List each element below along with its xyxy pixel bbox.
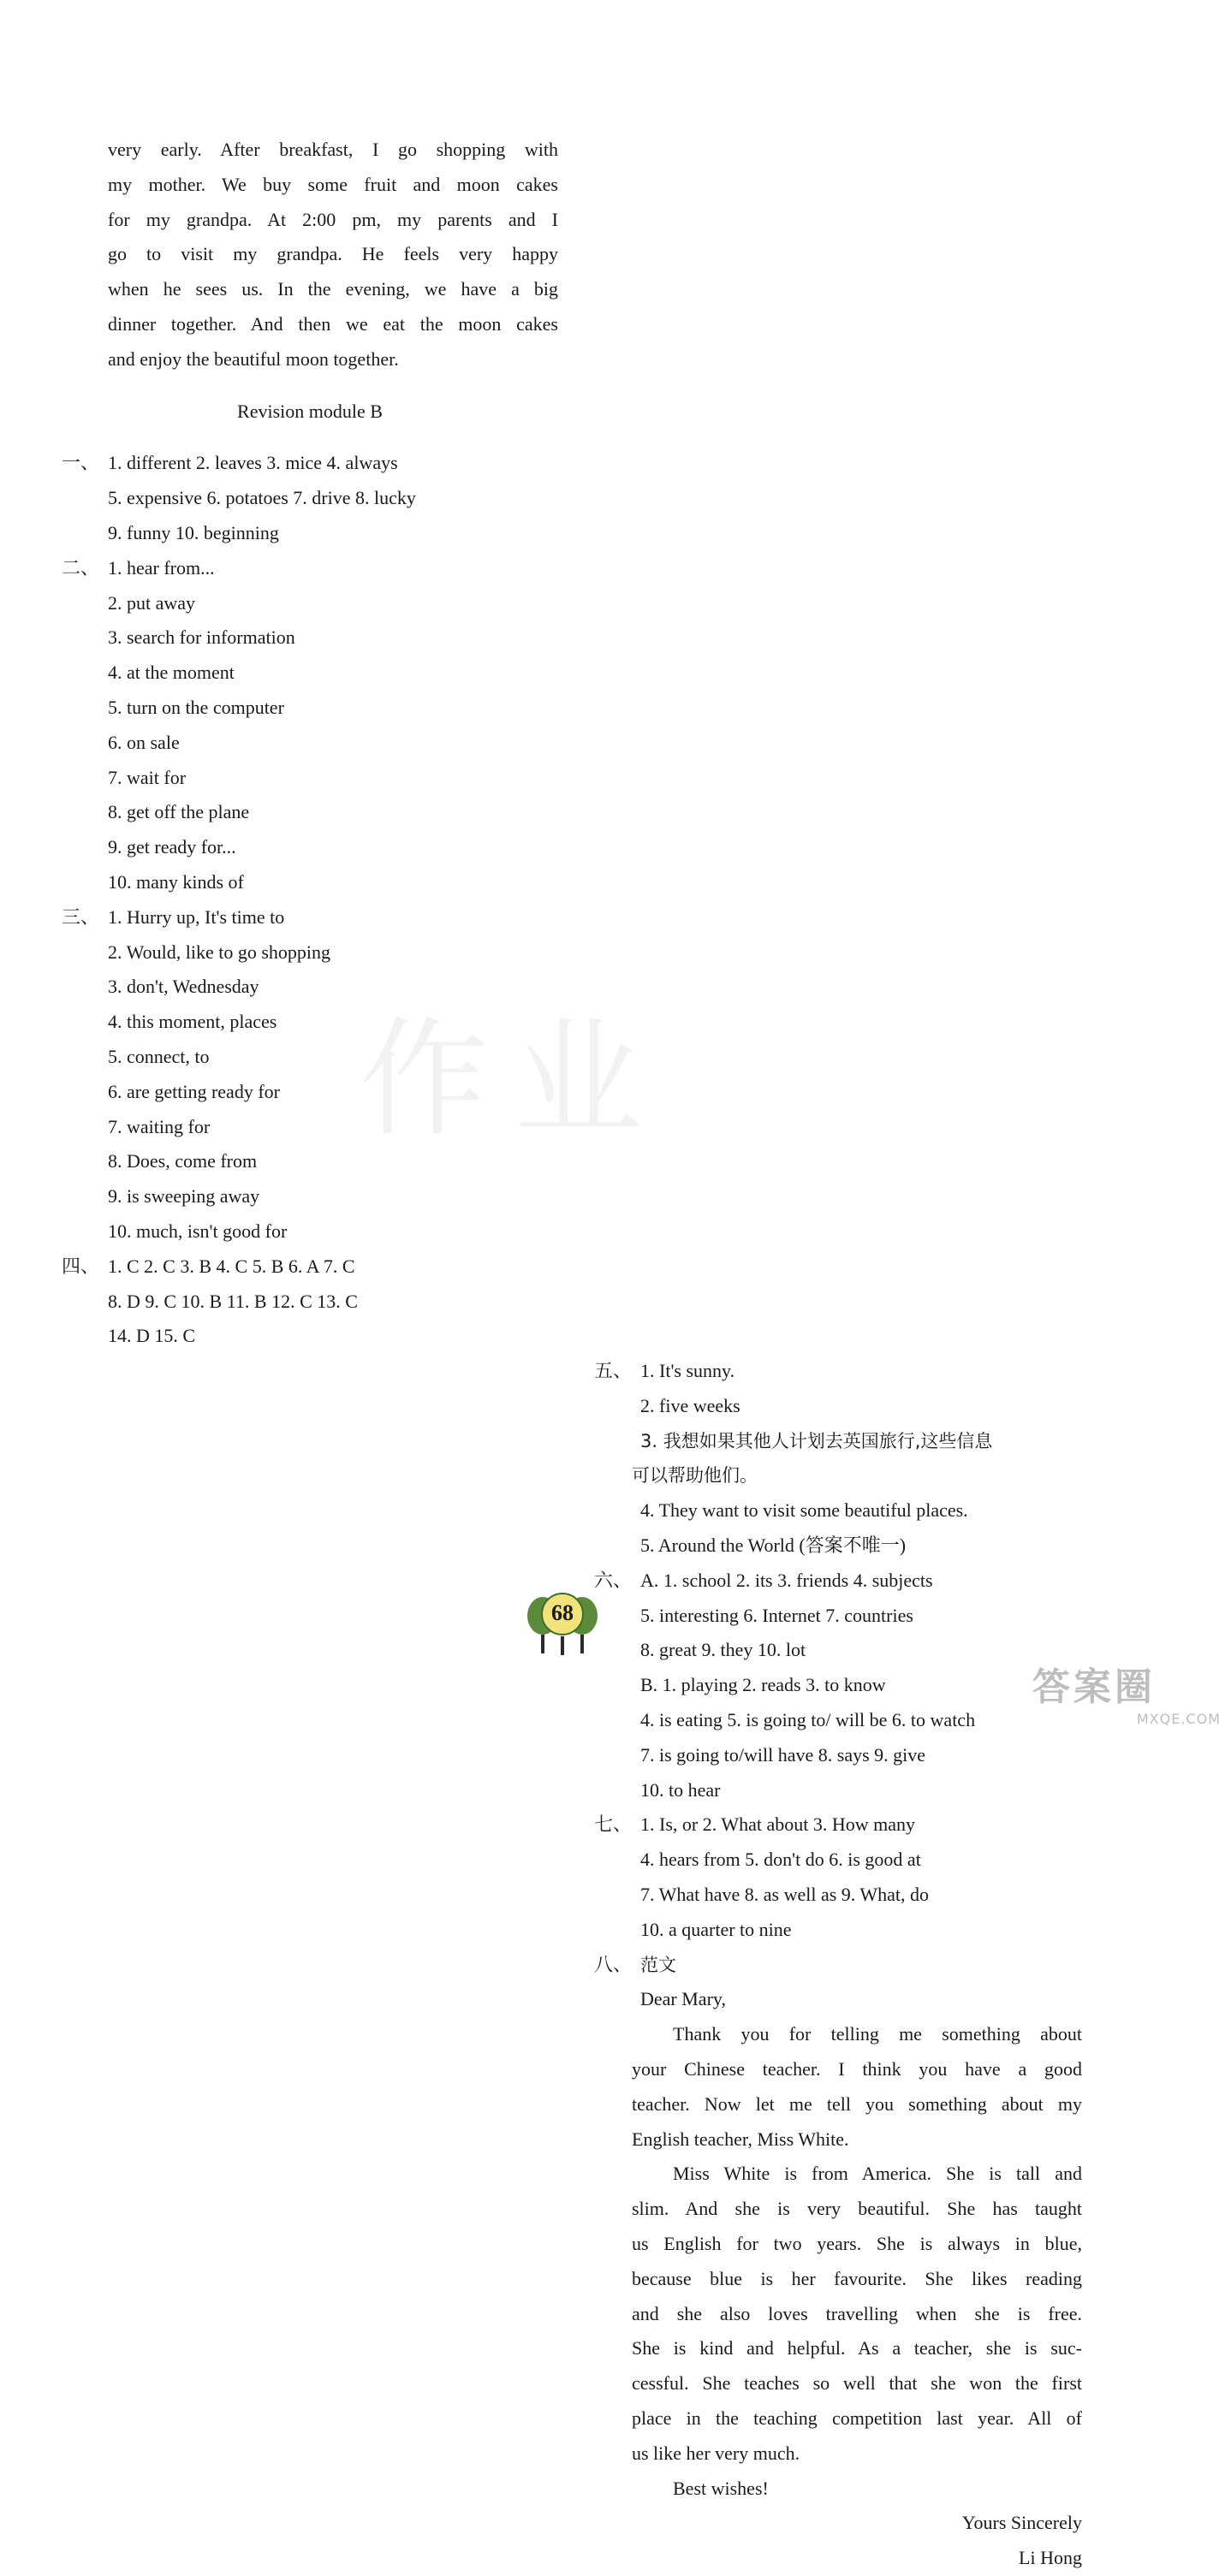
answer-line: 7. What have 8. as well as 9. What, do: [640, 1884, 930, 1906]
letter-paragraph-2: [594, 2157, 1082, 2471]
answer-line: 9. funny 10. beginning: [108, 521, 279, 543]
section-6: [594, 1564, 1082, 1808]
text-line: slim. And she is very beautiful. She has taught: [632, 2198, 1082, 2220]
text-line: us English for two years. She is always in blue,: [632, 2233, 1082, 2255]
answer-line: 9. get ready for...: [108, 836, 236, 858]
left-column: [62, 133, 558, 1354]
answer-line: 8. Does, come from: [108, 1150, 258, 1172]
section-7: [594, 1807, 1082, 1947]
text-line: very early. After breakfast, I go shopping with: [108, 139, 558, 160]
answer-line: 5. interesting 6. Internet 7. countries: [640, 1604, 913, 1626]
section-marker: 七、: [594, 1813, 633, 1836]
answer-line: 10. a quarter to nine: [640, 1918, 792, 1940]
answer-line: 4. hears from 5. don't do 6. is good at: [640, 1849, 921, 1871]
section-5: [594, 1354, 1082, 1564]
answer-line: 8. get off the plane: [108, 801, 250, 823]
answer-line: 4. at the moment: [108, 662, 235, 684]
answer-line: 1. C 2. C 3. B 4. C 5. B 6. A 7. C: [108, 1255, 355, 1277]
letter-paragraph-1: [594, 2017, 1082, 2157]
section-2: [62, 551, 558, 900]
text-line: She is kind and helpful. As a teacher, she is suc-: [632, 2337, 1082, 2359]
section-3: [62, 900, 558, 1249]
section-4: [62, 1249, 558, 1354]
text-line: Miss White is from America. She is tall and: [673, 2163, 1082, 2185]
letter-signature: Li Hong: [1019, 2547, 1082, 2569]
text-line: place in the teaching competition last year. All of: [632, 2407, 1082, 2429]
answer-line: 1. hear from...: [108, 556, 215, 579]
answer-line: 4. They want to visit some beautiful places.: [640, 1499, 968, 1522]
answer-line: A. 1. school 2. its 3. friends 4. subjects: [640, 1569, 933, 1591]
text-line: and enjoy the beautiful moon together.: [108, 347, 399, 370]
module-title: Revision module B: [237, 400, 383, 422]
text-line: for my grandpa. At 2:00 pm, my parents and I: [108, 208, 558, 230]
section-heading: 范文: [640, 1954, 676, 1975]
section-marker: 五、: [594, 1360, 633, 1382]
text-line: because blue is her favourite. She likes reading: [632, 2267, 1082, 2289]
text-line: dinner together. And then we eat the moon cakes: [108, 312, 558, 335]
text-line: your Chinese teacher. I think you have a good: [632, 2058, 1082, 2080]
letter-greeting: Dear Mary,: [640, 1988, 726, 2010]
answer-line: 5. turn on the computer: [108, 696, 284, 718]
letter-closing: Best wishes!: [673, 2477, 769, 2499]
answer-line: 2. Would, like to go shopping: [108, 941, 330, 963]
logo-text: 答案圈: [1032, 1665, 1156, 1709]
section-marker: 二、: [62, 556, 100, 579]
text-line: Thank you for telling me something about: [673, 2023, 1082, 2045]
answer-line: 4. is eating 5. is going to/ will be 6. to watch: [640, 1709, 976, 1731]
section-marker: 四、: [62, 1255, 100, 1277]
right-column: [594, 1354, 1082, 2576]
answer-line: 3. search for information: [108, 626, 295, 649]
text-line: English teacher, Miss White.: [632, 2128, 849, 2150]
answer-line: 14. D 15. C: [108, 1325, 196, 1347]
answer-line: 5. Around the World (答案不唯一): [640, 1534, 907, 1557]
page-number: 68: [551, 1600, 574, 1625]
answer-line: 6. on sale: [108, 731, 180, 753]
answer-line: 7. wait for: [108, 766, 187, 788]
answer-line: 10. many kinds of: [108, 870, 244, 893]
text-line: and she also loves travelling when she is free.: [632, 2302, 1082, 2324]
answer-line: 1. Is, or 2. What about 3. How many: [640, 1813, 915, 1836]
text-line: cessful. She teaches so well that she won the first: [632, 2372, 1082, 2395]
answer-line: 10. much, isn't good for: [108, 1220, 288, 1242]
section-marker: 一、: [62, 452, 100, 474]
answer-line: 5. connect, to: [108, 1045, 210, 1067]
section-marker: 六、: [594, 1569, 633, 1591]
answer-line: 7. is going to/will have 8. says 9. give: [640, 1743, 926, 1766]
answer-line: 8. D 9. C 10. B 11. B 12. C 13. C: [108, 1290, 358, 1312]
answer-line: 8. great 9. they 10. lot: [640, 1639, 806, 1661]
answer-line: 3. 我想如果其他人计划去英国旅行,这些信息: [640, 1430, 993, 1451]
watermark-text: 作业: [360, 1006, 669, 1154]
answer-line: 4. this moment, places: [108, 1011, 277, 1033]
text-line: teacher. Now let me tell you something about my: [632, 2092, 1082, 2115]
answer-line: 2. five weeks: [640, 1394, 740, 1416]
answer-line: 3. don't, Wednesday: [108, 976, 259, 998]
answer-line: 1. different 2. leaves 3. mice 4. always: [108, 452, 398, 474]
answer-line: 9. is sweeping away: [108, 1185, 260, 1208]
section-8: [594, 1948, 1082, 2576]
answer-line: 2. put away: [108, 591, 196, 614]
answer-line: 可以帮助他们。: [632, 1465, 758, 1487]
answer-line: 7. waiting for: [108, 1115, 211, 1137]
text-line: go to visit my grandpa. He feels very happy: [108, 243, 558, 265]
text-line: when he sees us. In the evening, we have a big: [108, 278, 558, 300]
section-marker: 三、: [62, 905, 100, 928]
text-line: us like her very much.: [632, 2442, 800, 2464]
logo-url: MXQE.COM: [1136, 1711, 1221, 1727]
answer-line: 1. Hurry up, It's time to: [108, 905, 285, 928]
answer-line: 5. expensive 6. potatoes 7. drive 8. lucky: [108, 487, 416, 509]
text-line: my mother. We buy some fruit and moon cakes: [108, 173, 558, 195]
page-number-badge: [524, 1588, 601, 1665]
answer-line: 6. are getting ready for: [108, 1080, 280, 1102]
letter-sign-off: Yours Sincerely: [961, 2512, 1082, 2534]
section-marker: 八、: [594, 1953, 633, 1975]
intro-paragraph: [62, 133, 558, 377]
answer-line: B. 1. playing 2. reads 3. to know: [640, 1674, 886, 1696]
answer-line: 1. It's sunny.: [640, 1360, 735, 1382]
section-1: [62, 446, 558, 550]
answer-line: 10. to hear: [640, 1778, 721, 1801]
